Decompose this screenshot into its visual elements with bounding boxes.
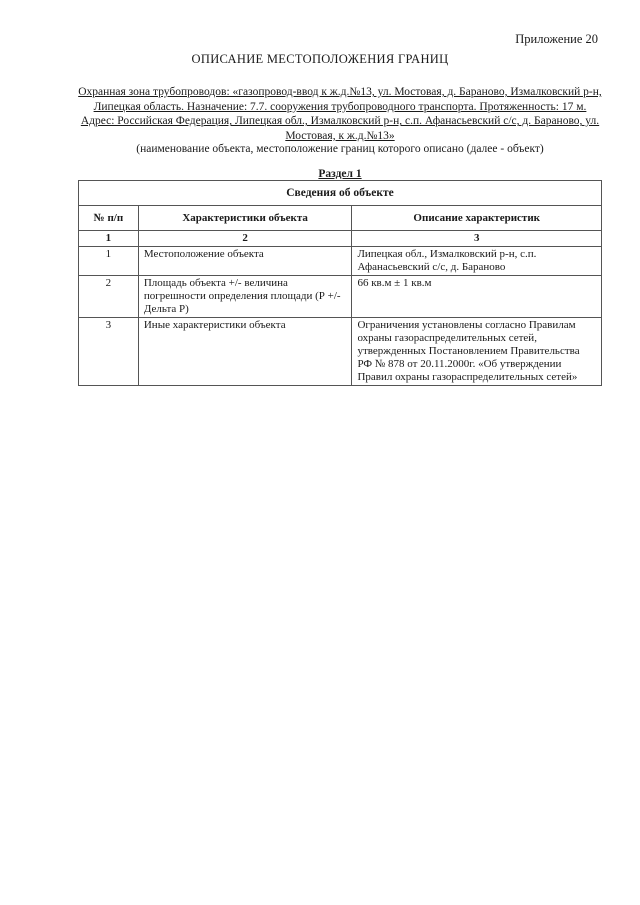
row-characteristic: Площадь объекта +/- величина погрешности определения площади (Р +/- Дельта Р) bbox=[138, 276, 352, 318]
table-row bbox=[79, 318, 602, 386]
table-title-row bbox=[79, 181, 602, 206]
object-description: Охранная зона трубопроводов: «газопровод-ввод к ж.д.№13, ул. Мостовая, д. Бараново, Измалковский р-н, Липецкая область. Назначение: 7.7. сооружения трубопроводного транспорта. Протяженность: 17 м. Адрес: Российская Федерация, Липецкая обл., Измалковский р-н, с.п. Афанасьевский с/с, д. Бараново, ул. Мостовая, к ж.д.№13» bbox=[78, 86, 602, 142]
row-number: 2 bbox=[79, 276, 139, 318]
table-row bbox=[79, 276, 602, 318]
section-title: Раздел 1 bbox=[318, 168, 362, 180]
column-number: 1 bbox=[79, 231, 139, 247]
object-info-table bbox=[78, 180, 602, 386]
appendix-label: Приложение 20 bbox=[515, 32, 598, 46]
column-number-row bbox=[79, 231, 602, 247]
row-characteristic: Иные характеристики объекта bbox=[138, 318, 352, 386]
table-header-row bbox=[79, 206, 602, 231]
document-title: ОПИСАНИЕ МЕСТОПОЛОЖЕНИЯ ГРАНИЦ bbox=[191, 52, 449, 66]
row-description: 66 кв.м ± 1 кв.м bbox=[352, 276, 602, 318]
row-description: Ограничения установлены согласно Правилам охраны газораспределительных сетей, утвержденных Постановлением Правительства РФ № 878 от 20.11.2000г. «Об утверждении Правил охраны газораспределительных сетей» bbox=[352, 318, 602, 386]
table-row bbox=[79, 247, 602, 276]
column-header-num: № п/п bbox=[79, 206, 139, 231]
row-number: 1 bbox=[79, 247, 139, 276]
column-number: 3 bbox=[352, 231, 602, 247]
object-caption: (наименование объекта, местоположение границ которого описано (далее - объект) bbox=[136, 143, 544, 155]
row-number: 3 bbox=[79, 318, 139, 386]
column-header-characteristic: Характеристики объекта bbox=[138, 206, 352, 231]
column-header-description: Описание характеристик bbox=[352, 206, 602, 231]
table-title: Сведения об объекте bbox=[79, 181, 602, 206]
row-description: Липецкая обл., Измалковский р-н, с.п. Афанасьевский с/с, д. Бараново bbox=[352, 247, 602, 276]
row-characteristic: Местоположение объекта bbox=[138, 247, 352, 276]
column-number: 2 bbox=[138, 231, 352, 247]
